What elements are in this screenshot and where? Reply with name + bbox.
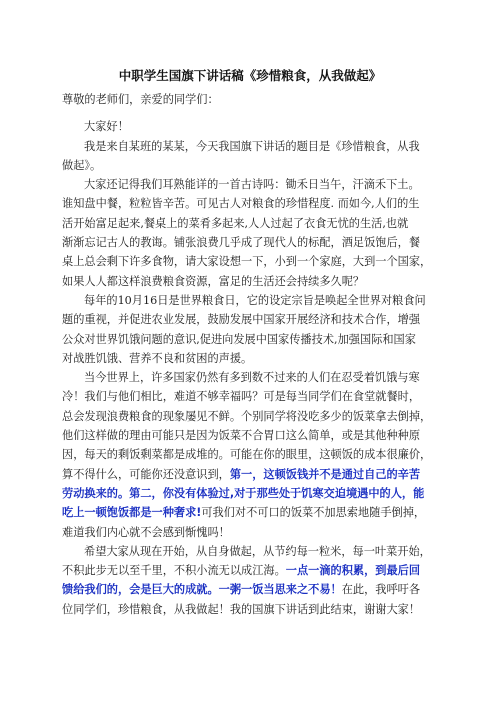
text-line	[62, 503, 440, 522]
text-line: 我是来自某班的某某，今天我国旗下讲话的题目是《珍惜粮食，从我	[84, 139, 420, 153]
highlighted-text: 第一，这顿饭钱并不是通过自己的辛苦	[229, 467, 421, 481]
text-line: 如果人人都这样浪费粮食资源，富足的生活还会持续多久呢？	[62, 274, 365, 288]
text-line: 因，每天的剩饭剩菜都是成堆的。可能在你的眼里，这顿饭的成本很廉价，	[62, 448, 432, 462]
text-line: 难道我们内心就不会感到惭愧吗！	[62, 525, 230, 539]
text-line: 冷！我们与他们相比，难道不够幸福吗？可是每当同学们在食堂就餐时，	[62, 390, 421, 404]
page-title: 中职学生国旗下讲话稿《珍惜粮食，从我做起》	[118, 68, 382, 83]
paragraph-waste	[62, 368, 440, 542]
text-line: 希望大家从现在开始，从自身做起，从节约每一粒米，每一叶菜开始，	[84, 544, 431, 558]
plain-text: 可我们对不可口的饭菜不加思索地随手倒掉，	[201, 506, 426, 520]
text-line: 他们这样做的理由可能只是因为饭菜不合胃口这么简单，或是其他种种原	[62, 429, 421, 443]
speech-body	[62, 90, 440, 619]
highlighted-text: 劳动换来的。第二，你没有体验过,对于那些处于饥寒交迫境遇中的人，能	[62, 486, 425, 500]
paragraph-closing	[62, 542, 440, 619]
plain-text: 算不得什么，可能你还没意识到，	[62, 467, 230, 481]
text-line	[62, 484, 440, 503]
text-line	[62, 561, 440, 580]
text-line: 每年的10月16日是世界粮食日，它的设定宗旨是唤起全世界对粮食问	[84, 293, 426, 307]
highlighted-text: 一点一滴的积累，到最后回	[285, 564, 421, 578]
salutation: 尊敬的老师们，亲爱的同学们：	[62, 93, 219, 106]
text-line: 渐渐忘记古人的教诲。铺张浪费几乎成了现代人的标配，酒足饭饱后，餐	[62, 236, 421, 250]
text-line: 大家还记得我们耳熟能详的一首古诗吗：锄禾日当午，汗滴禾下土。	[84, 178, 420, 192]
text-line: 谁知盘中餐，粒粒皆辛苦。可见古人对粮食的珍惜程度. 而如今,人们的生	[62, 197, 420, 211]
text-line: 题的重视，并促进农业发展，鼓励发展中国家开展经济和技术合作，增强	[62, 313, 421, 327]
paragraph-food-day	[62, 291, 440, 368]
plain-text: 在此，我呼吁各	[341, 583, 421, 597]
text-line: 对战胜饥饿、营养不良和贫困的声援。	[62, 351, 253, 365]
highlighted-text: 吃上一顿饱饭都是一种奢求!	[62, 506, 202, 520]
paragraph-poem	[62, 175, 440, 291]
text-line: 活开始富足起来,餐桌上的菜肴多起来,人人过起了衣食无忧的生活,也就	[62, 216, 409, 230]
text-line: 总会发现浪费粮食的现象屡见不鲜。个别同学将没吃多少的饭菜拿去倒掉，	[62, 409, 432, 423]
text-line: 当今世界上，许多国家仍然有多到数不过来的人们在忍受着饥饿与寒	[84, 371, 420, 385]
text-line	[62, 580, 440, 599]
plain-text: 不积此步无以至千里，不积小流无以成江海。	[62, 564, 286, 578]
paragraph-intro	[62, 137, 440, 176]
text-line	[62, 465, 440, 484]
text-line: 做起》。	[62, 158, 102, 172]
text-line: 桌上总会剩下许多食物，请大家设想一下，小到一个家庭，大到一个国家，	[62, 255, 432, 269]
text-line: 位同学们，珍惜粮食，从我做起！我的国旗下讲话到此结束，谢谢大家！	[62, 602, 421, 616]
highlighted-text: 馈给我们的，会是巨大的成就。一粥一饭当思来之不易！	[62, 583, 342, 597]
greeting: 大家好！	[84, 120, 129, 134]
text-line: 公众对世界饥饿问题的意识,促进向发展中国家传播技术,加强国际和国家	[62, 332, 416, 346]
